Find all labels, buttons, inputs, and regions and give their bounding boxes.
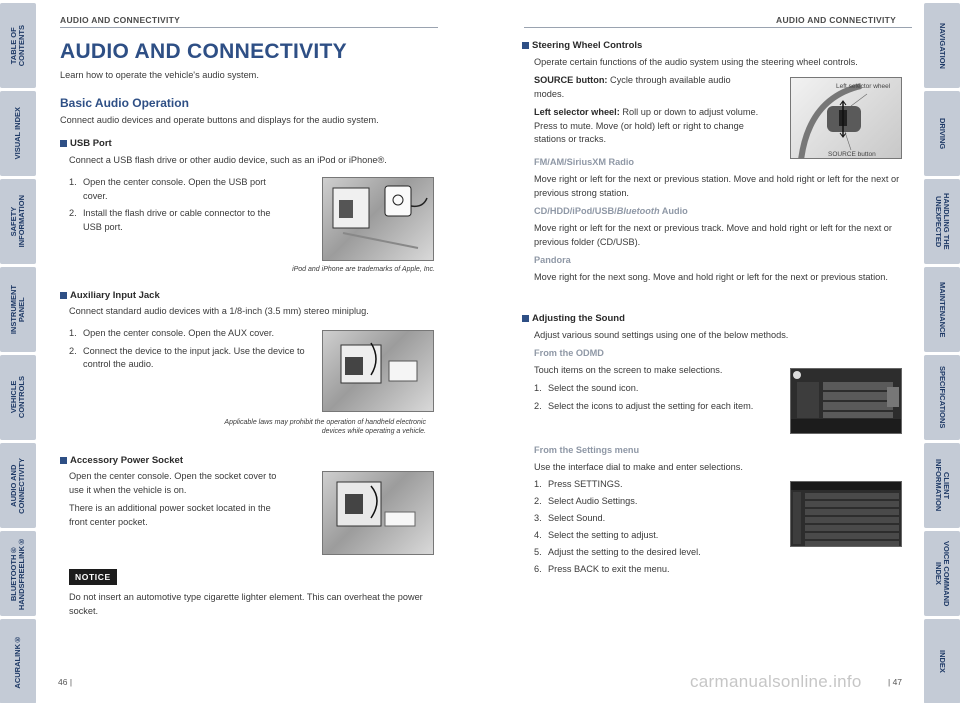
basic-audio-text: Connect audio devices and operate buttons and displays for the audio system. [60, 115, 379, 125]
tab-index[interactable]: INDEX [924, 619, 960, 703]
tab-bluetooth-handsfreelink[interactable]: BLUETOOTH® HANDSFREELINK® [0, 531, 36, 616]
power-socket-text-2: There is an additional power socket located in the front center pocket. [69, 503, 271, 527]
settings-sound-screen [790, 481, 902, 547]
section-bullet-icon [60, 292, 67, 299]
page-title: AUDIO AND CONNECTIVITY [60, 40, 347, 63]
watermark: carmanualsonline.info [690, 672, 862, 691]
usb-port-text: Connect a USB flash drive or other audio device, such as an iPod or iPhone®. [69, 155, 387, 165]
adjust-sound-text: Adjust various sound settings using one of the below methods. [534, 330, 789, 340]
page-number-left: 46 | [58, 677, 73, 687]
right-chapter-tabs [924, 0, 960, 703]
settings-steps [534, 478, 774, 577]
left-page [36, 0, 444, 703]
cd-hdd-text: Move right or left for the next or previous track. Move and hold right or left for the next or previous folder (CD/USB). [534, 223, 892, 247]
odmd-text: Touch items on the screen to make selections. [534, 365, 723, 375]
aux-steps [69, 327, 309, 372]
tab-instrument-panel[interactable]: INSTRUMENT PANEL [0, 267, 36, 352]
section-bullet-icon [522, 315, 529, 322]
left-chapter-tabs [0, 0, 36, 703]
notice-badge: NOTICE [69, 569, 117, 585]
tab-table-of-contents[interactable]: TABLE OF CONTENTS [0, 3, 36, 88]
odmd-heading: From the ODMD [534, 348, 604, 358]
section-bullet-icon [60, 457, 67, 464]
list-item: 2. Select Audio Settings. [534, 496, 638, 506]
settings-menu-heading: From the Settings menu [534, 445, 640, 455]
tab-vehicle-controls[interactable]: VEHICLE CONTROLS [0, 355, 36, 440]
power-socket-photo [322, 471, 434, 555]
selector-wheel-desc: Left selector wheel: Roll up or down to adjust volume. Press to mute. Move (or hold) left or right to change stations or tracks. [534, 107, 759, 144]
settings-screen-illustration [791, 482, 902, 547]
list-item: 2. Select the icons to adjust the setting for each item. [534, 400, 754, 411]
fm-am-text: Move right or left for the next or previous station. Move and hold right or left for the next or previous strong station. [534, 174, 900, 198]
odmd-sound-screen [790, 368, 902, 434]
aux-jack-photo [322, 330, 434, 412]
power-socket-text-1: Open the center console. Open the socket cover to use it when the vehicle is on. [69, 471, 277, 495]
cd-hdd-heading: CD/HDD/iPod/USB/Bluetooth Audio [534, 206, 688, 216]
usb-port-illustration [323, 178, 434, 261]
tab-voice-command-index[interactable]: VOICE COMMAND INDEX [924, 531, 960, 616]
usb-port-photo [322, 177, 434, 261]
steering-controls-heading: Steering Wheel Controls [522, 40, 642, 51]
list-item: 1. Open the center console. Open the AUX cover. [69, 328, 275, 338]
power-socket-illustration [323, 472, 434, 555]
usb-steps [69, 176, 291, 234]
tab-maintenance[interactable]: MAINTENANCE [924, 267, 960, 352]
basic-audio-heading: Basic Audio Operation [60, 96, 189, 110]
list-item: 5. Adjust the setting to the desired level. [534, 547, 701, 557]
tab-navigation[interactable]: NAVIGATION [924, 3, 960, 88]
header-rule [60, 27, 438, 28]
list-item: 1. Press SETTINGS. [534, 479, 623, 489]
list-item: 1. Select the sound icon. [534, 383, 639, 393]
steering-controls-text: Operate certain functions of the audio system using the steering wheel controls. [534, 57, 858, 67]
running-head: AUDIO AND CONNECTIVITY [60, 15, 181, 25]
tab-audio-and-connectivity[interactable]: AUDIO AND CONNECTIVITY [0, 443, 36, 528]
power-socket-heading: Accessory Power Socket [60, 455, 183, 466]
tab-visual-index[interactable]: VISUAL INDEX [0, 91, 36, 176]
list-item: 2. Connect the device to the input jack. Use the device to control the audio. [69, 345, 305, 369]
list-item: 6. Press BACK to exit the menu. [534, 564, 670, 574]
aux-caption: Applicable laws may prohibit the operation of handheld electronic devices while operating a vehicle. [224, 419, 426, 435]
intro-text: Learn how to operate the vehicle's audio system. [60, 70, 259, 80]
source-button-label: SOURCE button [828, 151, 876, 158]
fm-am-heading: FM/AM/SiriusXM Radio [534, 157, 635, 167]
tab-handling-the-unexpected[interactable]: HANDLING THE UNEXPECTED [924, 179, 960, 264]
running-head: AUDIO AND CONNECTIVITY [776, 15, 897, 25]
pandora-text: Move right for the next song. Move and hold right or left for the next or previous station. [534, 272, 888, 282]
selector-wheel-label: Left selector wheel [836, 83, 891, 90]
usb-port-heading: USB Port [60, 138, 112, 149]
aux-input-text: Connect standard audio devices with a 1/8-inch (3.5 mm) stereo miniplug. [69, 306, 369, 316]
pandora-heading: Pandora [534, 255, 571, 265]
adjust-sound-heading: Adjusting the Sound [522, 313, 625, 324]
tab-acuralink[interactable]: ACURALINK® [0, 619, 36, 703]
odmd-steps [534, 382, 759, 413]
right-page [516, 0, 924, 703]
notice-text: Do not insert an automotive type cigarette lighter element. This can overheat the power socket. [69, 592, 423, 616]
section-bullet-icon [60, 140, 67, 147]
settings-menu-text: Use the interface dial to make and enter selections. [534, 462, 743, 472]
page-number-right: | 47 [888, 677, 903, 687]
section-bullet-icon [522, 42, 529, 49]
list-item: 4. Select the setting to adjust. [534, 530, 659, 540]
steering-wheel-illustration [791, 78, 902, 159]
aux-input-heading: Auxiliary Input Jack [60, 290, 160, 301]
usb-caption: iPod and iPhone are trademarks of Apple, Inc. [292, 266, 435, 273]
tab-client-information[interactable]: CLIENT INFORMATION [924, 443, 960, 528]
aux-jack-illustration [323, 331, 434, 412]
tab-driving[interactable]: DRIVING [924, 91, 960, 176]
list-item: 3. Select Sound. [534, 513, 606, 523]
list-item: 2. Install the flash drive or cable connector to the USB port. [69, 208, 271, 232]
source-button-desc: SOURCE button: Cycle through available audio modes. [534, 75, 731, 99]
header-rule [524, 27, 912, 28]
list-item: 1. Open the center console. Open the USB port cover. [69, 177, 266, 201]
tab-safety-information[interactable]: SAFETY INFORMATION [0, 179, 36, 264]
odmd-screen-illustration [791, 369, 902, 434]
tab-specifications[interactable]: SPECIFICATIONS [924, 355, 960, 440]
